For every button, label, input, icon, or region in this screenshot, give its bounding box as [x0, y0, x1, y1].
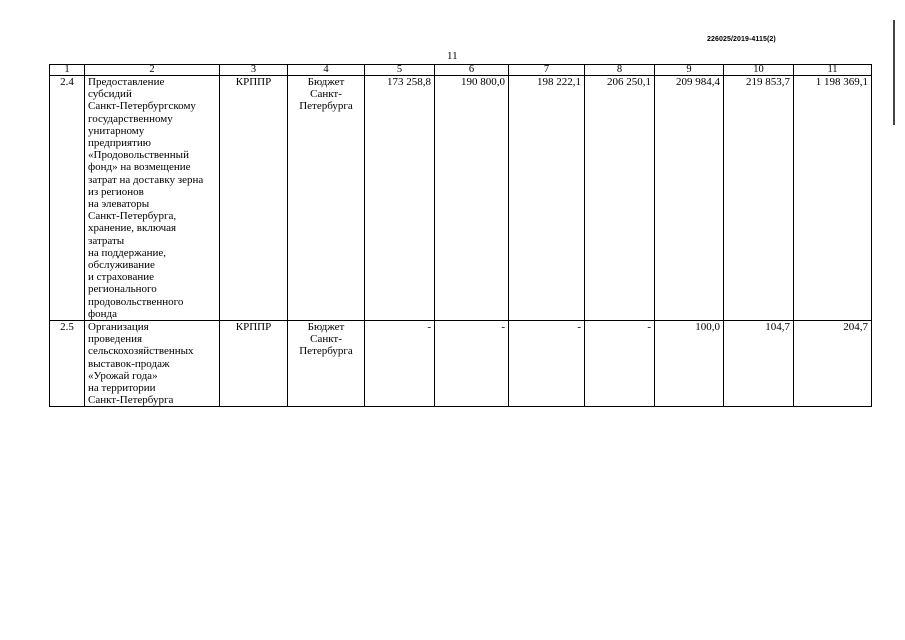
table-row — [50, 76, 872, 321]
value-col-7: 198 222,1 — [509, 76, 585, 321]
column-number-row — [50, 65, 872, 76]
value-col-6: - — [435, 321, 509, 407]
scan-edge-line — [893, 20, 895, 125]
value-col-9: 100,0 — [655, 321, 724, 407]
executor: КРППР — [220, 321, 288, 407]
column-number: 5 — [365, 65, 435, 76]
column-number: 9 — [655, 65, 724, 76]
row-number: 2.4 — [50, 76, 85, 321]
value-col-11: 1 198 369,1 — [794, 76, 872, 321]
value-col-5: - — [365, 321, 435, 407]
document-code: 226025/2019-4115(2) — [707, 36, 776, 43]
value-col-10: 219 853,7 — [724, 76, 794, 321]
column-number: 8 — [585, 65, 655, 76]
value-col-9: 209 984,4 — [655, 76, 724, 321]
executor: КРППР — [220, 76, 288, 321]
column-number: 6 — [435, 65, 509, 76]
value-col-7: - — [509, 321, 585, 407]
column-number: 1 — [50, 65, 85, 76]
page-number: 11 — [447, 50, 458, 62]
column-number: 4 — [288, 65, 365, 76]
value-col-6: 190 800,0 — [435, 76, 509, 321]
column-number: 3 — [220, 65, 288, 76]
column-number: 7 — [509, 65, 585, 76]
value-col-10: 104,7 — [724, 321, 794, 407]
column-number: 10 — [724, 65, 794, 76]
value-col-8: 206 250,1 — [585, 76, 655, 321]
table-row — [50, 321, 872, 407]
budget-table — [49, 64, 872, 407]
value-col-5: 173 258,8 — [365, 76, 435, 321]
value-col-8: - — [585, 321, 655, 407]
value-col-11: 204,7 — [794, 321, 872, 407]
column-number: 11 — [794, 65, 872, 76]
funding-source: Бюджет Санкт- Петербурга — [288, 321, 365, 407]
measure-name: Организация проведения сельскохозяйственных выставок-продаж «Урожай года» на территории Санкт-Петербурга — [85, 321, 220, 407]
column-number: 2 — [85, 65, 220, 76]
funding-source: Бюджет Санкт- Петербурга — [288, 76, 365, 321]
measure-name: Предоставление субсидий Санкт-Петербургскому государственному унитарному предприятию «Продовольственный фонд» на возмещение затрат на доставку зерна из регионов на элеваторы Санкт-Петербурга, хранение, включая затраты на поддержание, обслуживание и страхование регионального продовольственного фонда — [85, 76, 220, 321]
row-number: 2.5 — [50, 321, 85, 407]
